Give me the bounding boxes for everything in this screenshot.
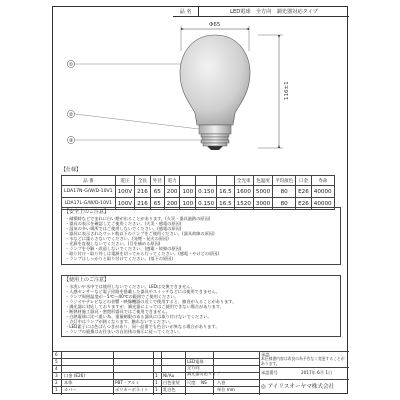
- part-material: ポリカーボネイト: [115, 387, 149, 392]
- company-label: アイリスオーヤマ株式会社: [267, 384, 335, 390]
- spec-cell: 1600: [234, 186, 253, 198]
- spec-header: 全長: [135, 176, 151, 186]
- approval-label: 承認: [261, 352, 270, 357]
- spec-header: [180, 176, 196, 186]
- spec-cell: 216: [135, 186, 151, 198]
- spec-cell: 65: [150, 198, 164, 210]
- spec-header: 電力: [164, 176, 180, 186]
- part-no: 2: [55, 380, 58, 385]
- usage-notes: [61, 275, 341, 337]
- safety-line: ・器具に表示されたワット数以下のランプをご使用ください。(器具故障の原因): [65, 231, 215, 236]
- part-material: PBT・アルミ: [115, 380, 140, 385]
- spec-cell: 80: [273, 186, 296, 198]
- revision-no: 4: [55, 366, 58, 371]
- part-note: 乳白色: [163, 387, 176, 392]
- spec-header: 電圧: [115, 176, 135, 186]
- safety-line: ・湿気の多い場所ではご使用しないでください。(感電の原因): [65, 226, 182, 231]
- spec-cell: 0.150: [196, 186, 217, 198]
- company-logo-icon: ◎: [261, 384, 266, 390]
- part-name: 口金 (E26): [64, 373, 85, 378]
- callout-1: ①: [68, 62, 74, 68]
- part-name: 本体: [64, 380, 73, 385]
- spec-cell: 200: [164, 186, 180, 198]
- spec-cell: 200: [164, 198, 180, 210]
- usage-line: ・白熱電球に比べ重い為、重量制限のある器具には取り付けないでください。: [65, 314, 212, 319]
- part-no: 3: [55, 373, 58, 378]
- spec-header: 寿命: [311, 176, 334, 186]
- spec-title: 【仕様】: [61, 167, 82, 173]
- usage-line: ・ラジオやテレビなどの音響・映像機器の近くで使用すると、雑音が入ることがあります。: [65, 299, 237, 304]
- product-title: LED電球 全方向 調光器対応タイプ: [199, 7, 349, 17]
- part-count: 1: [155, 373, 158, 378]
- notice-text: 本仕様書内容は改良の為予告なく変更することがあります。: [261, 356, 345, 366]
- spec-header: 平均演色: [273, 176, 296, 186]
- spec-cell: 100: [180, 186, 196, 198]
- spec-cell: 40000: [311, 198, 334, 210]
- callout-3: ③: [68, 138, 74, 144]
- spec-header: [217, 176, 234, 186]
- spec-cell: 1520: [234, 198, 253, 210]
- spec-header: 全光束: [234, 176, 253, 186]
- scale-label: 尺度: [187, 380, 196, 385]
- company-name: [261, 382, 334, 390]
- title-block: [53, 351, 349, 395]
- height-dimension: 116±1: [284, 81, 290, 100]
- spec-cell: 0.150: [196, 198, 217, 210]
- spec-header: 色温度: [253, 176, 272, 186]
- spec-header: 品 番: [62, 176, 116, 186]
- diameter-dimension: Φ65: [209, 22, 221, 28]
- spec-cell: 80: [273, 198, 296, 210]
- revision-no: 6: [55, 352, 58, 357]
- usage-line: ・人感センサーなど電子回路を搭載した器具やスイッチなどには使用できません。: [65, 289, 221, 294]
- spec-cell: 100V: [115, 186, 135, 198]
- part-note: 白色塗装: [163, 380, 180, 385]
- safety-line: ・ランプはしっかりと取り付けてください。(落下の原因): [65, 256, 173, 261]
- usage-line: ・ランプ周囲温度が－5℃～40℃の範囲でご使用ください。: [65, 294, 179, 299]
- usage-line: ・断熱材施工器具・密閉形器具ではご使用できません。: [65, 309, 170, 314]
- bulb-drawing: [53, 17, 349, 167]
- spec-cell: 16.5: [217, 198, 234, 210]
- spec-sheet: [52, 6, 348, 394]
- safety-title: 【安全上のご注意】: [64, 209, 110, 215]
- usage-line: ・点灯中はランプが熱くなります。触れないでください。: [65, 319, 174, 324]
- spec-cell: 216: [135, 198, 151, 210]
- usage-line: ・LED素子には色ばらつきがあり、同一品番でも色合いが異なる場合があります。: [65, 324, 220, 329]
- usage-line: ・調光器に対応しておりますが、調光器によってはご使用できない場合があります。: [65, 304, 224, 309]
- safety-line: ・器具の表示を確認してご使用ください。(火災・感電の原因): [65, 221, 182, 226]
- spec-cell: 40000: [311, 186, 334, 198]
- usage-line: ・水洗いや水中では使用しないでください。LEDは交換できません。: [65, 284, 195, 289]
- safety-line: ・ランプを分解・改造しないでください。(感電・故障の原因): [65, 246, 182, 251]
- product-block: LED電球 全方向 調光器対応タイプ: [187, 359, 221, 376]
- issue-date: 2017年 6月 1日: [301, 370, 333, 375]
- usage-title: 【使用上のご注意】: [64, 277, 110, 283]
- spec-cell: 16.5: [217, 186, 234, 198]
- callout-2: ②: [68, 112, 74, 118]
- spec-cell: E26: [296, 186, 312, 198]
- part-note: Ni/Au: [163, 373, 175, 378]
- spec-cell: 100: [180, 198, 196, 210]
- approval-ref: 承認番号: [261, 370, 278, 375]
- safety-line: ・光源を直視しないでください。(目を痛める原因): [65, 241, 161, 246]
- part-name: カバー: [64, 387, 77, 392]
- spec-cell: LDA17N-G/W/D-10V1: [62, 186, 116, 198]
- sheet-label: 八巻: [217, 380, 226, 385]
- spec-header-row: [62, 176, 335, 186]
- spec-cell: 65: [150, 186, 164, 198]
- spec-cell: 3000: [253, 198, 272, 210]
- revision-no: 5: [55, 359, 58, 364]
- safety-notes: [61, 207, 341, 265]
- usage-line: ・ランプの廃棄はお住まいの自治体の指示に従ってください。: [65, 329, 183, 334]
- spec-header: 口金: [296, 176, 312, 186]
- safety-line: ・破損時などでまれに白い煙が出ることがあります。(火災・器具過熱の原因): [65, 216, 211, 221]
- part-count: 1: [155, 387, 158, 392]
- spec-cell: 5000: [253, 186, 272, 198]
- spec-cell: LDA17L-G/W/D-10V1: [62, 198, 116, 210]
- part-no: 1: [55, 387, 58, 392]
- scale-value: NS: [201, 380, 207, 385]
- spec-cell: E26: [296, 198, 312, 210]
- part-count: 1: [155, 380, 158, 385]
- spec-table: [61, 175, 335, 210]
- safety-line: ・水などに濡らさないでください。(発煙・発火の原因): [65, 236, 169, 241]
- spec-row: [62, 186, 335, 198]
- unit-label: 単位 mm: [217, 387, 235, 392]
- spec-header: 外径: [150, 176, 164, 186]
- spec-header: [196, 176, 217, 186]
- name-label: 品 名: [173, 7, 199, 17]
- spec-cell: 100V: [115, 198, 135, 210]
- safety-line: ・取り付け・取り外しは電源を切ってから行ってください。(感電・やけどの原因): [65, 251, 220, 256]
